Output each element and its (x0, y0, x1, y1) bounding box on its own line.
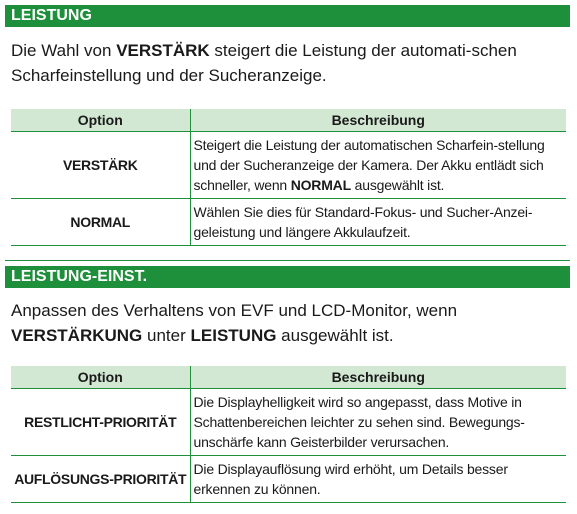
option-description (190, 132, 566, 199)
section-intro-leistung-einst (11, 298, 566, 348)
desc-text: ausgewählt ist. (350, 177, 445, 193)
table-row (11, 199, 566, 246)
table-row (11, 389, 566, 456)
intro-bold: LEISTUNG (190, 326, 277, 345)
desc-bold: NORMAL (290, 177, 351, 193)
intro-text: unter (142, 326, 191, 345)
section-divider (5, 260, 570, 261)
option-description: Die Displayhelligkeit wird so angepasst, dass Motive in Schattenbereichen leichter zu sehen sind. Bewegungs-unschärfe kann Geisterbilder verursachen. (190, 389, 566, 456)
option-name: RESTLICHT-PRIORITÄT (11, 389, 190, 456)
section-title-leistung: LEISTUNG (5, 5, 570, 27)
option-description: Wählen Sie dies für Standard-Fokus- und Sucher-Anzei-geleistung und längere Akkulaufzeit. (190, 199, 566, 246)
options-table-leistung-einst (11, 366, 566, 503)
intro-text: Anpassen des Verhaltens von EVF und LCD-Monitor, wenn (11, 301, 458, 320)
header-description: Beschreibung (190, 366, 566, 389)
option-name: AUFLÖSUNGS-PRIORITÄT (11, 456, 190, 503)
intro-bold: VERSTÄRKUNG (11, 326, 143, 345)
intro-text: ausgewählt ist. (276, 326, 394, 345)
table-row (11, 456, 566, 503)
intro-text: steigert die Leistung der automati-schen Scharfeinstellung und der Sucheranzeige. (11, 41, 517, 85)
option-name: NORMAL (11, 199, 190, 246)
table-row (11, 132, 566, 199)
header-option: Option (11, 366, 190, 389)
intro-text: Die Wahl von (11, 41, 117, 60)
intro-bold: VERSTÄRK (116, 41, 210, 60)
option-name: VERSTÄRK (11, 132, 190, 199)
option-description: Die Displayauflösung wird erhöht, um Details besser erkennen zu können. (190, 456, 566, 503)
section-title-leistung-einst: LEISTUNG-EINST. (5, 266, 570, 288)
header-option: Option (11, 109, 190, 132)
desc-text: Steigert die Leistung der automatischen Scharfein-stellung und der Sucheranzeige der Kamera. Der Akku entlädt sich schneller, wenn (193, 137, 545, 193)
section-intro-leistung (11, 38, 566, 88)
header-description: Beschreibung (190, 109, 566, 132)
options-table-leistung (11, 109, 566, 246)
